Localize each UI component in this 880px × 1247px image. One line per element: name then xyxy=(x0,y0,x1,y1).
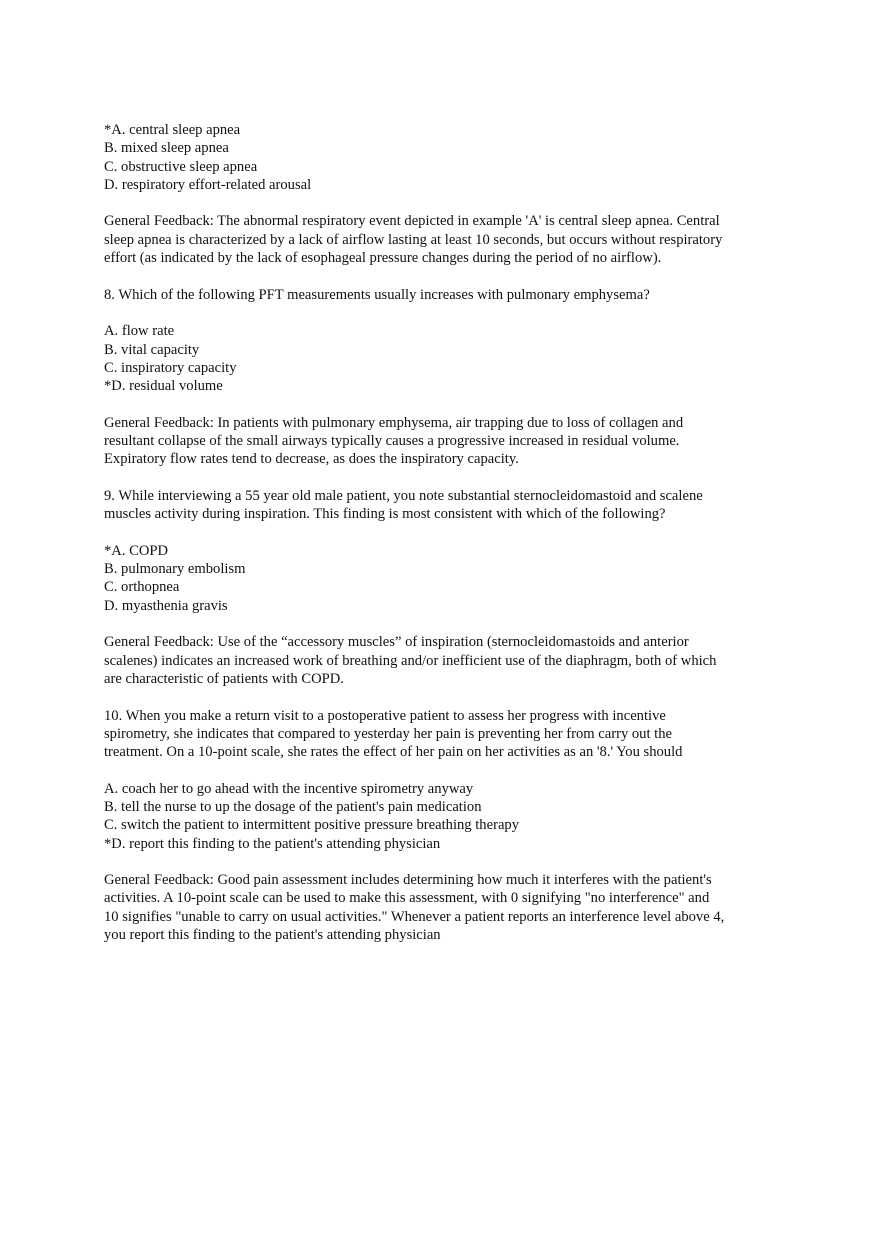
q10-option-c: C. switch the patient to intermittent positive pressure breathing therapy xyxy=(104,817,520,834)
q8-options xyxy=(104,322,794,395)
q9-option-d: D. myasthenia gravis xyxy=(104,597,228,614)
q8-feedback-line: resultant collapse of the small airways typically causes a progressive increased in residual volume. xyxy=(104,433,680,450)
q8-question xyxy=(104,286,794,304)
q9-question-line: 9. While interviewing a 55 year old male patient, you note substantial sternocleidomastoid and scalene xyxy=(104,487,703,504)
q8-option-c: C. inspiratory capacity xyxy=(104,359,237,376)
q9-feedback xyxy=(104,633,794,688)
q7-feedback-line: effort (as indicated by the lack of esophageal pressure changes during the period of no airflow). xyxy=(104,250,662,267)
document-page xyxy=(104,121,794,944)
q7-options xyxy=(104,121,794,194)
q8-feedback-line: Expiratory flow rates tend to decrease, as does the inspiratory capacity. xyxy=(104,451,519,468)
q10-feedback xyxy=(104,871,794,944)
q8-question-line: 8. Which of the following PFT measurements usually increases with pulmonary emphysema? xyxy=(104,286,650,303)
q8-feedback xyxy=(104,414,794,469)
q7-option-d: D. respiratory effort-related arousal xyxy=(104,176,312,193)
q10-feedback-line: General Feedback: Good pain assessment includes determining how much it interferes with the patient's xyxy=(104,872,712,889)
q9-option-a: *A. COPD xyxy=(104,542,169,559)
q9-option-c: C. orthopnea xyxy=(104,579,180,596)
q9-feedback-line: scalenes) indicates an increased work of breathing and/or inefficient use of the diaphragm, both of which xyxy=(104,652,717,669)
q10-feedback-line: 10 signifies "unable to carry on usual activities." Whenever a patient reports an interference level above 4, xyxy=(104,908,725,925)
q8-option-a: A. flow rate xyxy=(104,323,175,340)
q10-option-d: *D. report this finding to the patient's attending physician xyxy=(104,835,441,852)
q9-option-b: B. pulmonary embolism xyxy=(104,561,246,578)
q7-feedback-line: sleep apnea is characterized by a lack of airflow lasting at least 10 seconds, but occurs without respiratory xyxy=(104,231,723,248)
q9-question-line: muscles activity during inspiration. This finding is most consistent with which of the following? xyxy=(104,506,666,523)
q8-feedback-line: General Feedback: In patients with pulmonary emphysema, air trapping due to loss of collagen and xyxy=(104,414,684,431)
q7-option-b: B. mixed sleep apnea xyxy=(104,140,229,157)
q9-question xyxy=(104,487,794,524)
q9-options xyxy=(104,542,794,615)
q8-option-b: B. vital capacity xyxy=(104,341,200,358)
q9-feedback-line: General Feedback: Use of the “accessory muscles” of inspiration (sternocleidomastoids and anterior xyxy=(104,634,689,651)
q10-question-line: spirometry, she indicates that compared to yesterday her pain is preventing her from carry out the xyxy=(104,725,673,742)
q10-option-a: A. coach her to go ahead with the incentive spirometry anyway xyxy=(104,780,474,797)
q7-feedback-line: General Feedback: The abnormal respiratory event depicted in example 'A' is central sleep apnea. Central xyxy=(104,213,720,230)
q10-feedback-line: you report this finding to the patient's attending physician xyxy=(104,927,441,944)
q9-feedback-line: are characteristic of patients with COPD. xyxy=(104,670,344,687)
q8-option-d: *D. residual volume xyxy=(104,378,223,395)
q10-options xyxy=(104,780,794,853)
q10-question-line: 10. When you make a return visit to a postoperative patient to assess her progress with incentive xyxy=(104,707,666,724)
q10-question xyxy=(104,707,794,762)
q10-option-b: B. tell the nurse to up the dosage of the patient's pain medication xyxy=(104,798,482,815)
q7-option-a: *A. central sleep apnea xyxy=(104,122,241,138)
q7-option-c: C. obstructive sleep apnea xyxy=(104,158,258,175)
q10-question-line: treatment. On a 10-point scale, she rates the effect of her pain on her activities as an '8.' You should xyxy=(104,744,683,761)
q7-feedback xyxy=(104,212,794,267)
q10-feedback-line: activities. A 10-point scale can be used to make this assessment, with 0 signifying "no interference" and xyxy=(104,890,710,907)
